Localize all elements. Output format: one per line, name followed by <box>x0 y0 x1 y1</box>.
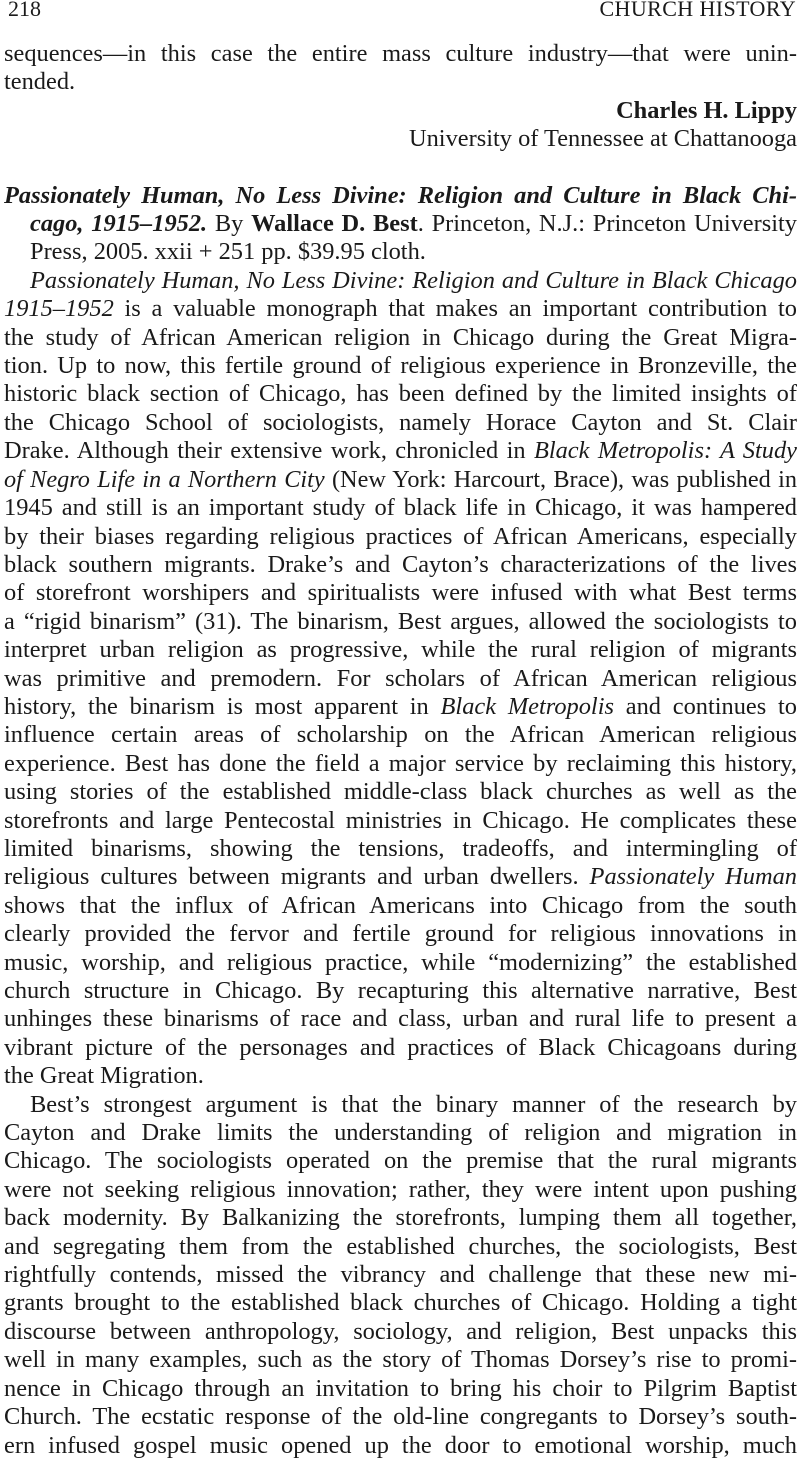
citation-line <box>4 210 797 238</box>
text-line: tion. Up to now, this fertile ground of religious experience in Bronzeville, the <box>4 352 797 380</box>
text-line: using stories of the established middle-class black churches as well as the <box>4 778 797 806</box>
text-line: the study of African American religion in Chicago during the Great Migra- <box>4 323 797 351</box>
text-span: and continues to <box>613 692 797 720</box>
review-paragraph-2 <box>4 1091 797 1460</box>
text-span: is a valuable monograph that makes an important contribution to <box>113 295 797 323</box>
text-span: religious cultures between migrants and urban dwellers. <box>4 863 590 891</box>
book-title-ref: Passionately Human, No Less Divine: Religion and Culture in Black Chicago <box>30 266 797 294</box>
text-line: historic black section of Chicago, has been defined by the limited insights of <box>4 380 797 408</box>
text-line: unhinges these binarisms of race and class, urban and rural life to present a <box>4 1005 797 1033</box>
text-line: church structure in Chicago. By recapturing this alternative narrative, Best <box>4 977 797 1004</box>
book-title-ref: Black Metropolis: A Study <box>533 437 797 465</box>
text-line <box>4 863 797 891</box>
text-line: music, worship, and religious practice, while “modernizing” the established <box>4 948 797 976</box>
text-line: of storefront worshipers and spiritualists were infused with what Best terms <box>4 579 797 607</box>
review-paragraph-1 <box>4 267 797 1091</box>
book-title-part: Passionately Human, No Less Divine: Religion and Culture in Black Chi- <box>4 181 797 209</box>
running-head: CHURCH HISTORY <box>599 0 796 21</box>
text-line <box>4 295 797 323</box>
text-line: a “rigid binarism” (31). The binarism, Best argues, allowed the sociologists to <box>4 607 797 635</box>
book-author: Wallace D. Best <box>251 210 418 238</box>
text-span: (New York: Harcourt, Brace), was published in <box>324 465 797 493</box>
page-body <box>4 40 797 1460</box>
text-line: clearly provided the fervor and fertile ground for religious innovations in <box>4 920 797 948</box>
citation-line: Press, 2005. xxii + 251 pp. $39.95 cloth. <box>30 238 426 266</box>
text-line: influence certain areas of scholarship on the African American religious <box>4 721 797 749</box>
book-title-ref: 1915–1952 <box>4 295 114 323</box>
text-line: were not seeking religious innovation; rather, they were intent upon pushing <box>4 1175 797 1203</box>
citation-title-line <box>4 182 797 210</box>
text-line: and segregating them from the established churches, the sociologists, Best <box>4 1232 797 1260</box>
text-line: nence in Chicago through an invitation to bring his choir to Pilgrim Baptist <box>4 1374 797 1402</box>
reviewer-name: Charles H. Lippy <box>616 96 797 124</box>
page-header <box>4 0 796 26</box>
text-span: history, the binarism is most apparent in <box>4 692 441 720</box>
book-citation <box>4 182 797 267</box>
text-line: was primitive and premodern. For scholars of African American religious <box>4 664 797 692</box>
text-line <box>4 267 797 295</box>
text-line: interpret urban religion as progressive, while the rural religion of migrants <box>4 636 797 664</box>
text-line: experience. Best has done the field a major service by reclaiming this history, <box>4 749 797 777</box>
text-span: Drake. Although their extensive work, chronicled in <box>4 437 534 465</box>
book-title-ref: of Negro Life in a Northern City <box>4 465 325 493</box>
text-line: Cayton and Drake limits the understanding of religion and migration in <box>4 1119 797 1147</box>
text-line <box>4 693 797 721</box>
book-title-ref: Black Metropolis <box>440 692 614 720</box>
text-line <box>4 437 797 465</box>
text-line: ern infused gospel music opened up the door to emotional worship, much <box>4 1431 797 1459</box>
text-line: the Great Migration. <box>4 1062 204 1090</box>
reviewer-signoff <box>4 97 797 125</box>
text-line: storefronts and large Pentecostal ministries in Chicago. He complicates these <box>4 806 797 834</box>
citation-publisher: . Princeton, N.J.: Princeton University <box>417 210 797 238</box>
text-line: back modernity. By Balkanizing the storefronts, lumping them all together, <box>4 1204 797 1232</box>
previous-review-line: sequences—in this case the entire mass culture industry—that were unin- <box>4 40 797 67</box>
book-title-part: cago, 1915–1952. <box>30 210 208 238</box>
text-line: rightfully contends, missed the vibrancy and challenge that these new mi- <box>4 1261 797 1289</box>
text-line: Best’s strongest argument is that the binary manner of the research by <box>30 1090 797 1118</box>
text-line: limited binarisms, showing the tensions, tradeoffs, and intermingling of <box>4 834 797 862</box>
text-line: grants brought to the established black churches of Chicago. Holding a tight <box>4 1289 797 1317</box>
text-line: well in many examples, such as the story of Thomas Dorsey’s rise to promi- <box>4 1346 797 1374</box>
previous-review-line: tended. <box>4 68 76 96</box>
citation-by: By <box>207 210 252 238</box>
reviewer-affiliation: University of Tennessee at Chattanooga <box>409 125 797 153</box>
text-line: the Chicago School of sociologists, namely Horace Cayton and St. Clair <box>4 408 797 436</box>
text-line: Church. The ecstatic response of the old-line congregants to Dorsey’s south- <box>4 1403 797 1431</box>
text-line: shows that the influx of African Americans into Chicago from the south <box>4 891 797 919</box>
text-line: by their biases regarding religious practices of African Americans, especially <box>4 522 797 550</box>
text-line: discourse between anthropology, sociology, and religion, Best unpacks this <box>4 1317 797 1345</box>
text-line: 1945 and still is an important study of black life in Chicago, it was hampered <box>4 494 797 522</box>
section-gap <box>4 154 797 182</box>
book-title-ref: Passionately Human <box>589 863 797 891</box>
text-line: vibrant picture of the personages and practices of Black Chicagoans during <box>4 1033 797 1061</box>
text-line: Chicago. The sociologists operated on the premise that the rural migrants <box>4 1147 797 1175</box>
text-line <box>4 466 797 494</box>
text-line: black southern migrants. Drake’s and Cayton’s characterizations of the lives <box>4 550 797 578</box>
page-number: 218 <box>8 0 41 21</box>
